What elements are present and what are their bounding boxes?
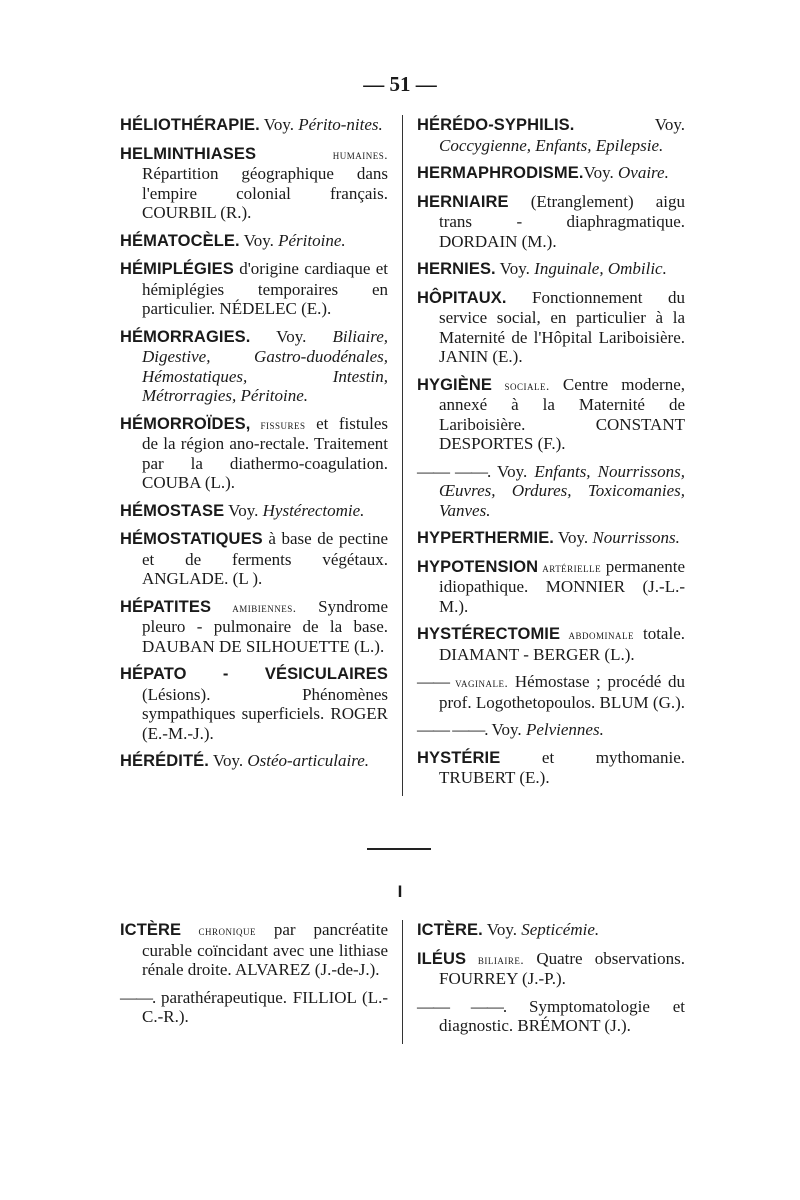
index-entry bbox=[417, 748, 685, 788]
entry-reference: Coccygienne, Enfants, Epilepsie. bbox=[439, 135, 664, 155]
entry-heading: HÉMOSTATIQUES bbox=[120, 530, 263, 548]
entry-heading: HÔPITAUX. bbox=[417, 288, 507, 307]
index-entry bbox=[120, 327, 388, 406]
bottom-right-column bbox=[402, 920, 685, 1044]
entry-qualifier: humaines. bbox=[256, 146, 388, 162]
index-entry bbox=[417, 259, 685, 280]
entry-text: Syndrome pleuro - pulmonaire de la base. DAUBAN DE SILHOUETTE (L.). bbox=[142, 596, 388, 656]
entry-qualifier: vaginale. bbox=[449, 675, 509, 690]
entry-reference: Ovaire. bbox=[618, 163, 669, 182]
entry-qualifier: amibiennes. bbox=[211, 599, 297, 615]
entry-heading: HÉRÉDITÉ. bbox=[120, 752, 209, 770]
index-entry bbox=[120, 144, 388, 223]
entry-text: Voy. bbox=[224, 500, 263, 520]
entry-text: Voy. bbox=[574, 115, 685, 134]
index-entry bbox=[120, 501, 388, 522]
index-entry bbox=[120, 751, 388, 772]
index-entry bbox=[417, 115, 685, 155]
index-entry bbox=[417, 192, 685, 252]
entry-text: par pancréatite curable coïncidant avec une lithiase rénale droite. ALVAREZ (J.-de-J.). bbox=[142, 920, 388, 979]
entry-heading: HÉPATO - VÉSICULAIRES bbox=[120, 665, 388, 683]
index-entry bbox=[120, 529, 388, 589]
entry-dash: ——. bbox=[120, 987, 156, 1007]
entry-heading: HERMAPHRODISME. bbox=[417, 164, 584, 182]
entry-text: Voy. bbox=[208, 751, 248, 770]
index-entry bbox=[120, 597, 388, 657]
index-entry bbox=[120, 231, 388, 252]
entry-reference: Enfants, Nourrissons, Œuvres, Ordures, Toxicomanies, Vanves. bbox=[439, 461, 686, 520]
entry-heading: HERNIAIRE bbox=[417, 192, 509, 211]
entry-text: Voy. bbox=[239, 230, 279, 250]
entry-reference: Inguinale, Ombilic. bbox=[534, 259, 667, 278]
entry-heading: HÉMIPLÉGIES bbox=[120, 260, 234, 278]
index-columns-top bbox=[120, 115, 690, 796]
index-entry bbox=[417, 557, 685, 617]
entry-text: Voy. bbox=[259, 115, 299, 134]
index-entry bbox=[417, 375, 685, 454]
page-number: — 51 — bbox=[363, 72, 437, 96]
index-entry bbox=[417, 624, 685, 664]
entry-heading: HÉMORROÏDES, bbox=[120, 414, 251, 433]
entry-text: (Etranglement) aigu trans - diaphragmatique. DORDAIN (M.). bbox=[439, 191, 685, 251]
index-entry bbox=[120, 259, 388, 319]
entry-text: Voy. bbox=[583, 163, 618, 182]
entry-text: d'origine cardiaque et hémiplégies temporaires en particulier. NÉDELEC (E.). bbox=[142, 259, 388, 318]
index-entry bbox=[417, 720, 685, 740]
entry-heading: HYGIÈNE bbox=[417, 375, 492, 394]
entry-reference: Biliaire, Digestive, Gastro-duodénales, Hémostatiques, Intestin, Métrorragies, Péritoine. bbox=[142, 326, 388, 405]
index-entry bbox=[120, 664, 388, 743]
entry-text: Fonctionnement du service social, en particulier à la Maternité de l'Hôpital Lariboisière. JANIN (E.). bbox=[439, 287, 685, 366]
entry-text: Voy. bbox=[250, 326, 333, 346]
entry-qualifier: fissures bbox=[250, 416, 306, 432]
entry-heading: ICTÈRE bbox=[120, 921, 182, 939]
index-entry bbox=[417, 462, 685, 521]
entry-reference: Pelviennes. bbox=[525, 720, 604, 739]
entry-text: Symptomatologie et diagnostic. BRÉMONT (J.). bbox=[439, 996, 686, 1035]
entry-dash: —— ——. bbox=[417, 461, 491, 481]
index-entry bbox=[417, 288, 685, 367]
entry-heading: ILÉUS bbox=[417, 949, 467, 968]
section-letter: I bbox=[397, 882, 403, 901]
entry-heading: ICTÈRE. bbox=[417, 921, 483, 939]
entry-reference: Périto-nites. bbox=[298, 115, 383, 134]
entry-reference: Ostéo-articulaire. bbox=[247, 751, 370, 770]
left-column bbox=[120, 115, 402, 796]
entry-qualifier: biliaire. bbox=[466, 951, 525, 967]
entry-text: Voy. bbox=[490, 461, 535, 481]
entry-reference: Nourrissons. bbox=[592, 528, 680, 547]
entry-qualifier: chronique bbox=[181, 923, 256, 938]
entry-heading: HERNIES. bbox=[417, 260, 496, 278]
index-entry bbox=[417, 672, 685, 712]
entry-text: Centre moderne, annexé à la Maternité de Lariboisière. CONSTANT DESPORTES (F.). bbox=[439, 374, 685, 453]
entry-text: Voy. bbox=[495, 259, 535, 278]
entry-reference: Hystérectomie. bbox=[262, 500, 365, 520]
entry-heading: HELMINTHIASES bbox=[120, 144, 257, 163]
entry-text: (Lésions). Phénomènes sympathiques superficiels. ROGER (E.-M.-J.). bbox=[142, 684, 388, 743]
entry-text: totale. DIAMANT - BERGER (L.). bbox=[439, 624, 685, 664]
index-entry bbox=[120, 414, 388, 493]
index-entry bbox=[417, 528, 685, 549]
entry-text: permanente idiopathique. MONNIER (J.-L.-M.). bbox=[439, 556, 685, 616]
entry-dash: —— ——. bbox=[417, 996, 507, 1016]
entry-dash: —— ——. bbox=[417, 720, 488, 739]
entry-text: et fistules de la région ano-rectale. Traitement par la diathermo-coagulation. COUBA (L.). bbox=[142, 413, 388, 492]
index-entry bbox=[120, 988, 388, 1027]
entry-heading: HYPERTHERMIE. bbox=[417, 529, 554, 547]
entry-text: Voy. bbox=[482, 920, 522, 939]
entry-heading: HÉLIOTHÉRAPIE. bbox=[120, 116, 260, 134]
entry-qualifier: sociale. bbox=[491, 377, 550, 393]
entry-dash: —— bbox=[417, 672, 449, 691]
entry-reference: Septicémie. bbox=[521, 920, 600, 939]
entry-text: Répartition géographique dans l'empire colonial français. COURBIL (R.). bbox=[142, 164, 388, 222]
entry-heading: HÉMOSTASE bbox=[120, 501, 225, 520]
right-column bbox=[402, 115, 685, 796]
entry-heading: HYSTÉRECTOMIE bbox=[417, 625, 561, 643]
index-entry bbox=[417, 920, 685, 941]
entry-heading: HÉMATOCÈLE. bbox=[120, 231, 240, 250]
entry-text: Hémostase ; procédé du prof. Logothetopoulos. BLUM (G.). bbox=[439, 672, 686, 712]
index-columns-bottom bbox=[120, 920, 690, 1044]
entry-heading: HÉPATITES bbox=[120, 597, 212, 616]
index-entry bbox=[120, 115, 388, 136]
entry-text: Voy. bbox=[553, 528, 593, 547]
index-entry bbox=[417, 163, 685, 184]
entry-heading: HYPOTENSION bbox=[417, 557, 539, 576]
entry-heading: HÉMORRAGIES. bbox=[120, 327, 251, 346]
entry-reference: Péritoine. bbox=[278, 230, 346, 250]
entry-text: Quatre observations. FOURREY (J.-P.). bbox=[439, 948, 685, 988]
index-entry bbox=[120, 920, 388, 980]
entry-heading: HYSTÉRIE bbox=[417, 748, 501, 767]
entry-qualifier: artérielle bbox=[538, 559, 602, 575]
section-separator bbox=[367, 848, 431, 850]
entry-text: Voy. bbox=[487, 720, 526, 739]
entry-text: et mythomanie. TRUBERT (E.). bbox=[439, 747, 685, 787]
index-entry bbox=[417, 997, 685, 1036]
entry-qualifier: abdominale bbox=[560, 627, 635, 642]
entry-text: parathérapeutique. FILLIOL (L.-C.-R.). bbox=[142, 987, 388, 1026]
index-entry bbox=[417, 949, 685, 989]
entry-heading: HÉRÉDO-SYPHILIS. bbox=[417, 116, 575, 134]
bottom-left-column bbox=[120, 920, 402, 1044]
entry-text: à base de pectine et de ferments végétaux. ANGLADE. (L ). bbox=[142, 529, 388, 588]
